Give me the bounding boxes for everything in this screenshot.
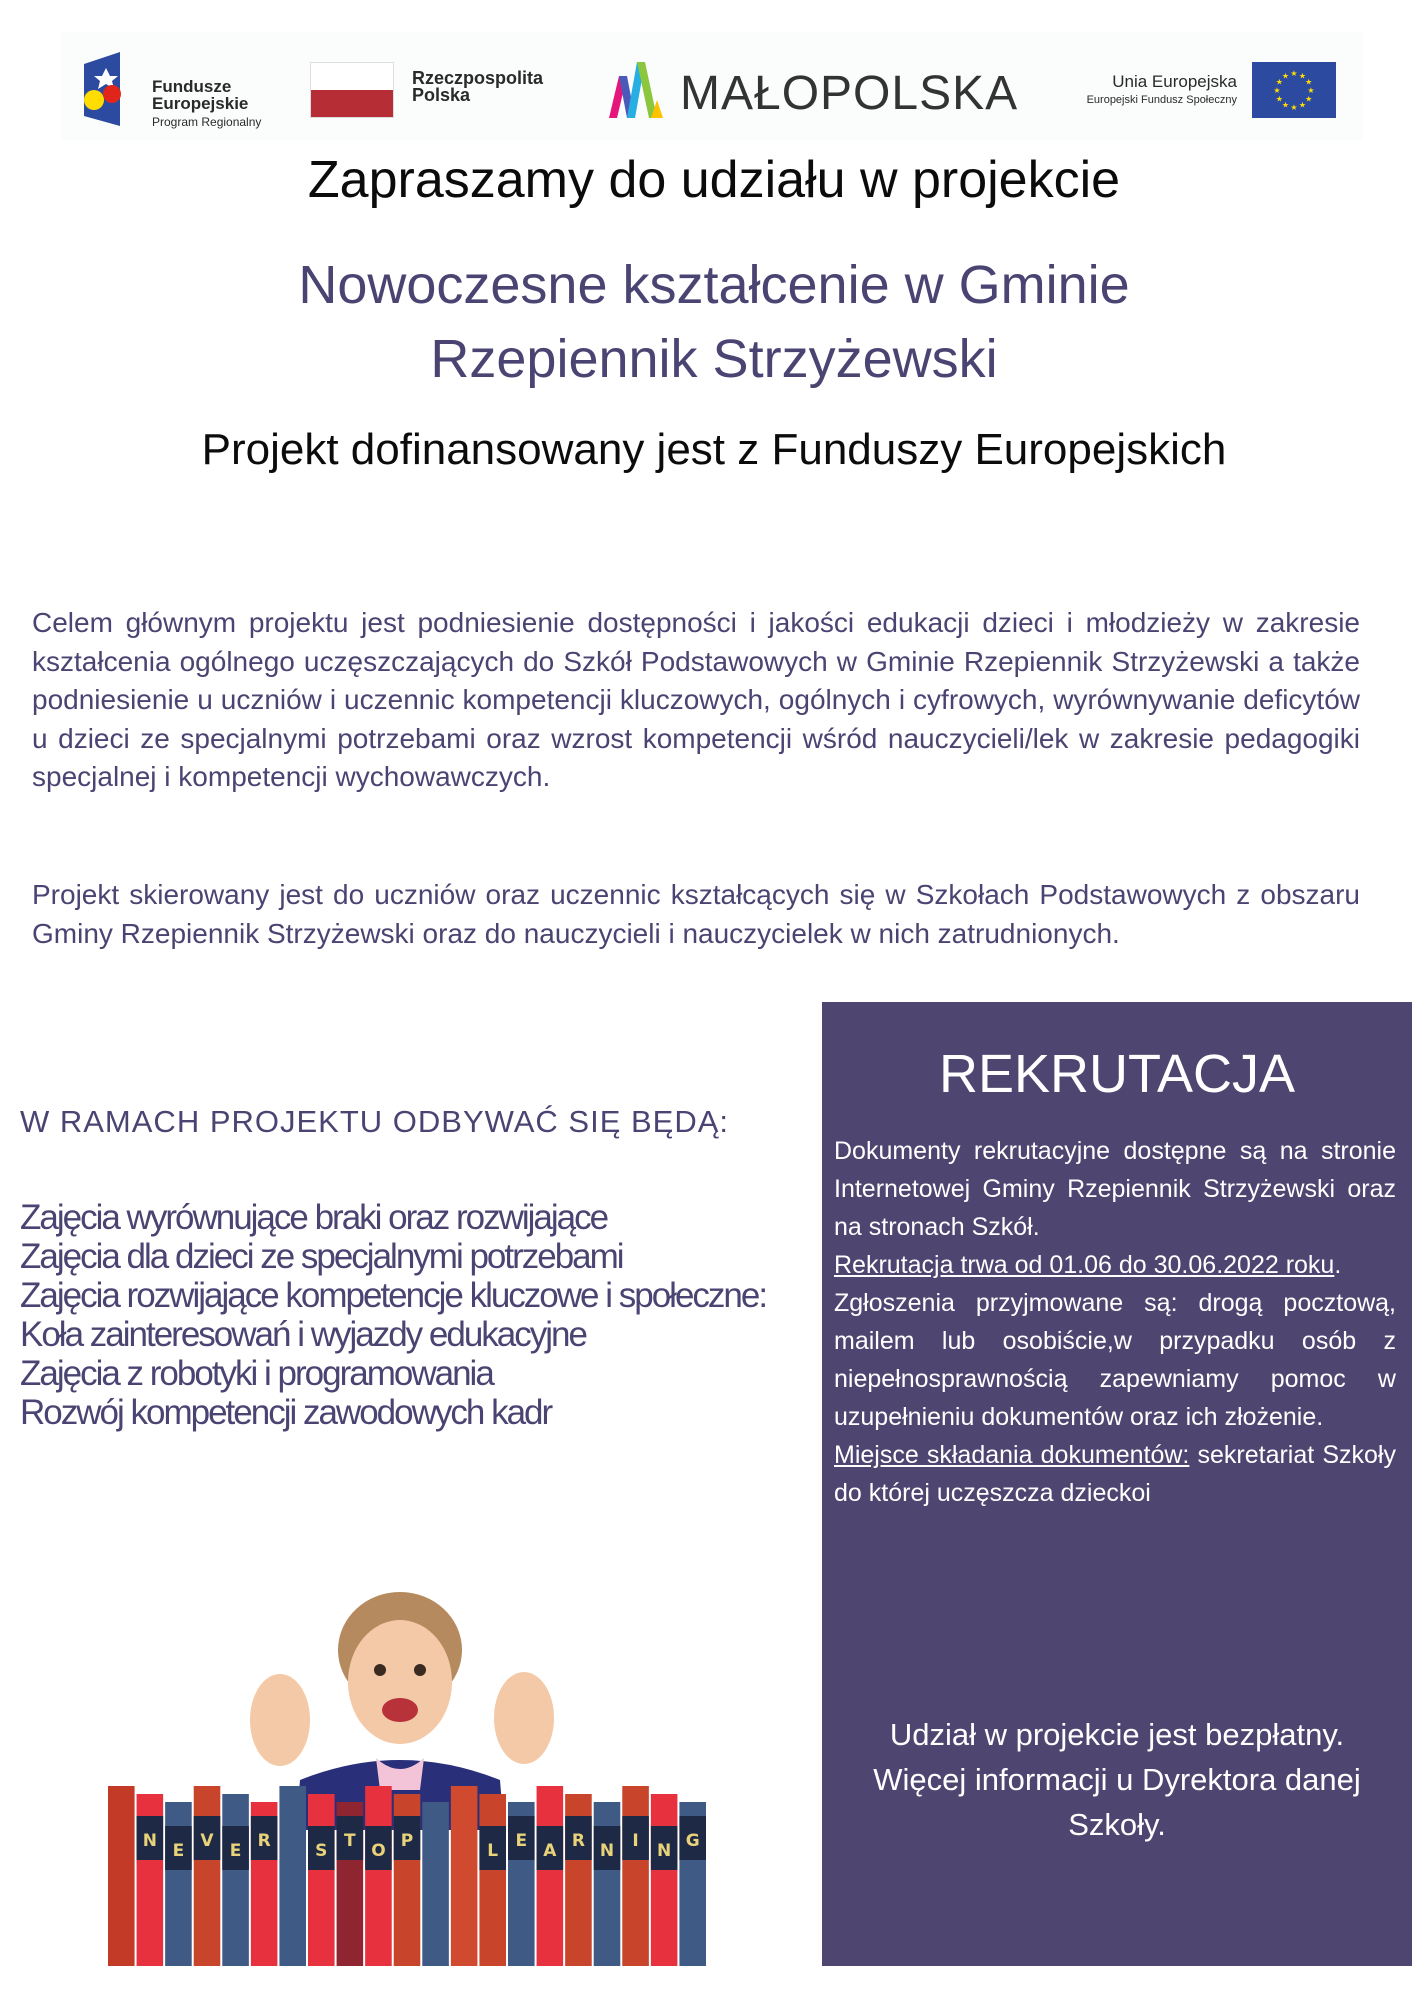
activities-list [20, 1198, 766, 1432]
book-letter: N [599, 1841, 615, 1861]
book-letter: E [229, 1841, 242, 1861]
book-spine [451, 1786, 478, 1966]
eu-star-icon: ★ [1305, 94, 1313, 104]
book-spine [222, 1794, 249, 1966]
book-spine [622, 1786, 649, 1966]
activity-item: Zajęcia dla dzieci ze specjalnymi potrzebami [20, 1237, 623, 1276]
left-hand-icon [250, 1674, 310, 1766]
fundusze-europejskie-logo [80, 50, 280, 128]
invite-heading: Zapraszamy do udziału w projekcie [307, 151, 1121, 209]
eu-star-icon: ★ [1281, 100, 1290, 110]
recruitment-submissions: Zgłoszenia przyjmowane są: drogą pocztową, mailem lub osobiście,w przypadku osób z niepełnosprawnością zapewniamy pomoc w uzupełnieniu dokumentów oraz ich złożenie. [834, 1289, 1396, 1431]
ue-line2: Europejski Fundusz Społeczny [1086, 94, 1237, 106]
recruitment-period: Rekrutacja trwa od 01.06 do 30.06.2022 roku [834, 1251, 1335, 1279]
eu-star-icon: ★ [1275, 77, 1283, 87]
recruitment-body [834, 1132, 1396, 1512]
book-spine [537, 1786, 564, 1966]
recruitment-place-line [834, 1436, 1396, 1512]
eu-star-icon: ★ [1307, 86, 1315, 95]
book-letter: O [371, 1841, 386, 1861]
eu-star-icon: ★ [1275, 94, 1283, 104]
polish-flag-icon [310, 62, 394, 118]
fe-line2: Europejskie [152, 94, 249, 113]
logo-bar [62, 32, 1362, 140]
book-letter: I [632, 1831, 639, 1851]
book-letter: E [172, 1841, 185, 1861]
recruitment-place-label: Miejsce składania dokumentów: [834, 1441, 1190, 1469]
activity-item: Koła zainteresowań i wyjazdy edukacyjne [20, 1315, 586, 1354]
activity-item: Rozwój kompetencji zawodowych kadr [20, 1393, 552, 1432]
activity-item: Zajęcia z robotyki i programowania [20, 1354, 493, 1393]
recruitment-period-end: . [1334, 1251, 1342, 1279]
recruitment-documents: Dokumenty rekrutacyjne dostępne są na stronie Internetowej Gminy Rzepiennik Strzyżewski oraz na stronach Szkół. [834, 1137, 1396, 1241]
book-spine [108, 1786, 135, 1966]
eu-star-icon: ★ [1298, 100, 1307, 110]
ue-line1: Unia Europejska [1112, 72, 1237, 91]
eu-flag-icon [1252, 62, 1336, 118]
malopolska-m-icon [607, 60, 667, 120]
activity-item: Zajęcia rozwijające kompetencje kluczowe i społeczne: [20, 1276, 767, 1315]
never-stop-learning-photo [104, 1590, 714, 1966]
book-spine [279, 1786, 306, 1966]
fe-line1: Fundusze [152, 77, 232, 96]
eu-star-icon: ★ [1298, 71, 1307, 81]
project-name-line1: Nowoczesne kształcenie w Gminie [298, 255, 1130, 315]
eu-star-icon: ★ [1305, 77, 1313, 87]
book-row [108, 1786, 706, 1966]
book-spine [479, 1794, 506, 1966]
rp-line2: Polska [412, 85, 471, 105]
book-letter: L [487, 1841, 499, 1861]
fe-line3: Program Regionalny [152, 115, 262, 129]
right-hand-icon [494, 1672, 554, 1764]
eu-star-icon: ★ [1290, 69, 1298, 78]
unia-europejska-text [1002, 72, 1237, 108]
fundusze-europejskie-icon [80, 50, 140, 128]
recruitment-footer [822, 1712, 1412, 1847]
book-letter: G [685, 1831, 700, 1851]
book-letter: P [400, 1831, 414, 1851]
book-spine [365, 1786, 392, 1966]
eu-star-icon: ★ [1273, 86, 1281, 95]
eu-star-icon: ★ [1290, 103, 1298, 112]
book-spine [308, 1794, 335, 1966]
project-target-paragraph: Projekt skierowany jest do uczniów oraz uczennic kształcących się w Szkołach Podstawowych z obszaru Gminy Rzepiennik Strzyżewski oraz do nauczycieli i nauczycielek w nich zatrudnionych. [32, 879, 1360, 949]
book-spine [651, 1794, 678, 1966]
book-spine [422, 1802, 449, 1966]
book-letter: T [344, 1831, 356, 1851]
book-letter: R [571, 1831, 585, 1851]
more-info-note: Więcej informacji u Dyrektora danej Szkoły. [873, 1762, 1361, 1842]
project-name-line2: Rzepiennik Strzyżewski [430, 329, 998, 389]
malopolska-logo-text: MAŁOPOLSKA [680, 67, 1019, 120]
recruitment-panel [822, 1002, 1412, 1966]
rp-line1: Rzeczpospolita [412, 68, 544, 88]
book-letter: A [543, 1841, 557, 1861]
eu-star-icon: ★ [1281, 71, 1290, 81]
book-letter: V [200, 1831, 214, 1851]
project-goal-paragraph: Celem głównym projektu jest podniesienie dostępności i jakości edukacji dzieci i młodzieży w zakresie kształcenia ogólnego uczęszczających do Szkół Podstawowych w Gminie Rzepiennik Strzyżewski a także podniesienie u uczniów i uczennic kompetencji kluczowych, ogólnych i cyfrowych, wyrównywanie deficytów u dzieci ze specjalnymi potrzebami oraz wzrost kompetencji wśród nauczycieli/lek w zakresie pedagogiki specjalnej i kompetencji wychowawczych. [32, 607, 1360, 792]
book-letter: R [257, 1831, 271, 1851]
funding-heading: Projekt dofinansowany jest z Funduszy Europejskich [201, 425, 1227, 474]
activity-item: Zajęcia wyrównujące braki oraz rozwijające [20, 1198, 608, 1237]
activities-heading: W RAMACH PROJEKTU ODBYWAĆ SIĘ BĘDĄ: [20, 1104, 730, 1139]
book-letter: S [315, 1841, 328, 1861]
project-name [0, 248, 1428, 396]
recruitment-period-line [834, 1246, 1396, 1284]
recruitment-title: REKRUTACJA [938, 1044, 1296, 1104]
book-letter: N [657, 1841, 672, 1861]
rzeczpospolita-logo-text [412, 70, 543, 104]
book-letter: N [142, 1831, 157, 1851]
book-spine [194, 1786, 221, 1966]
recruitment-place-value: sekretariat Szkoły do której uczęszcza dzieckoi [834, 1441, 1396, 1507]
book-letter: E [515, 1831, 528, 1851]
free-participation-note: Udział w projekcie jest bezpłatny. [889, 1717, 1345, 1752]
